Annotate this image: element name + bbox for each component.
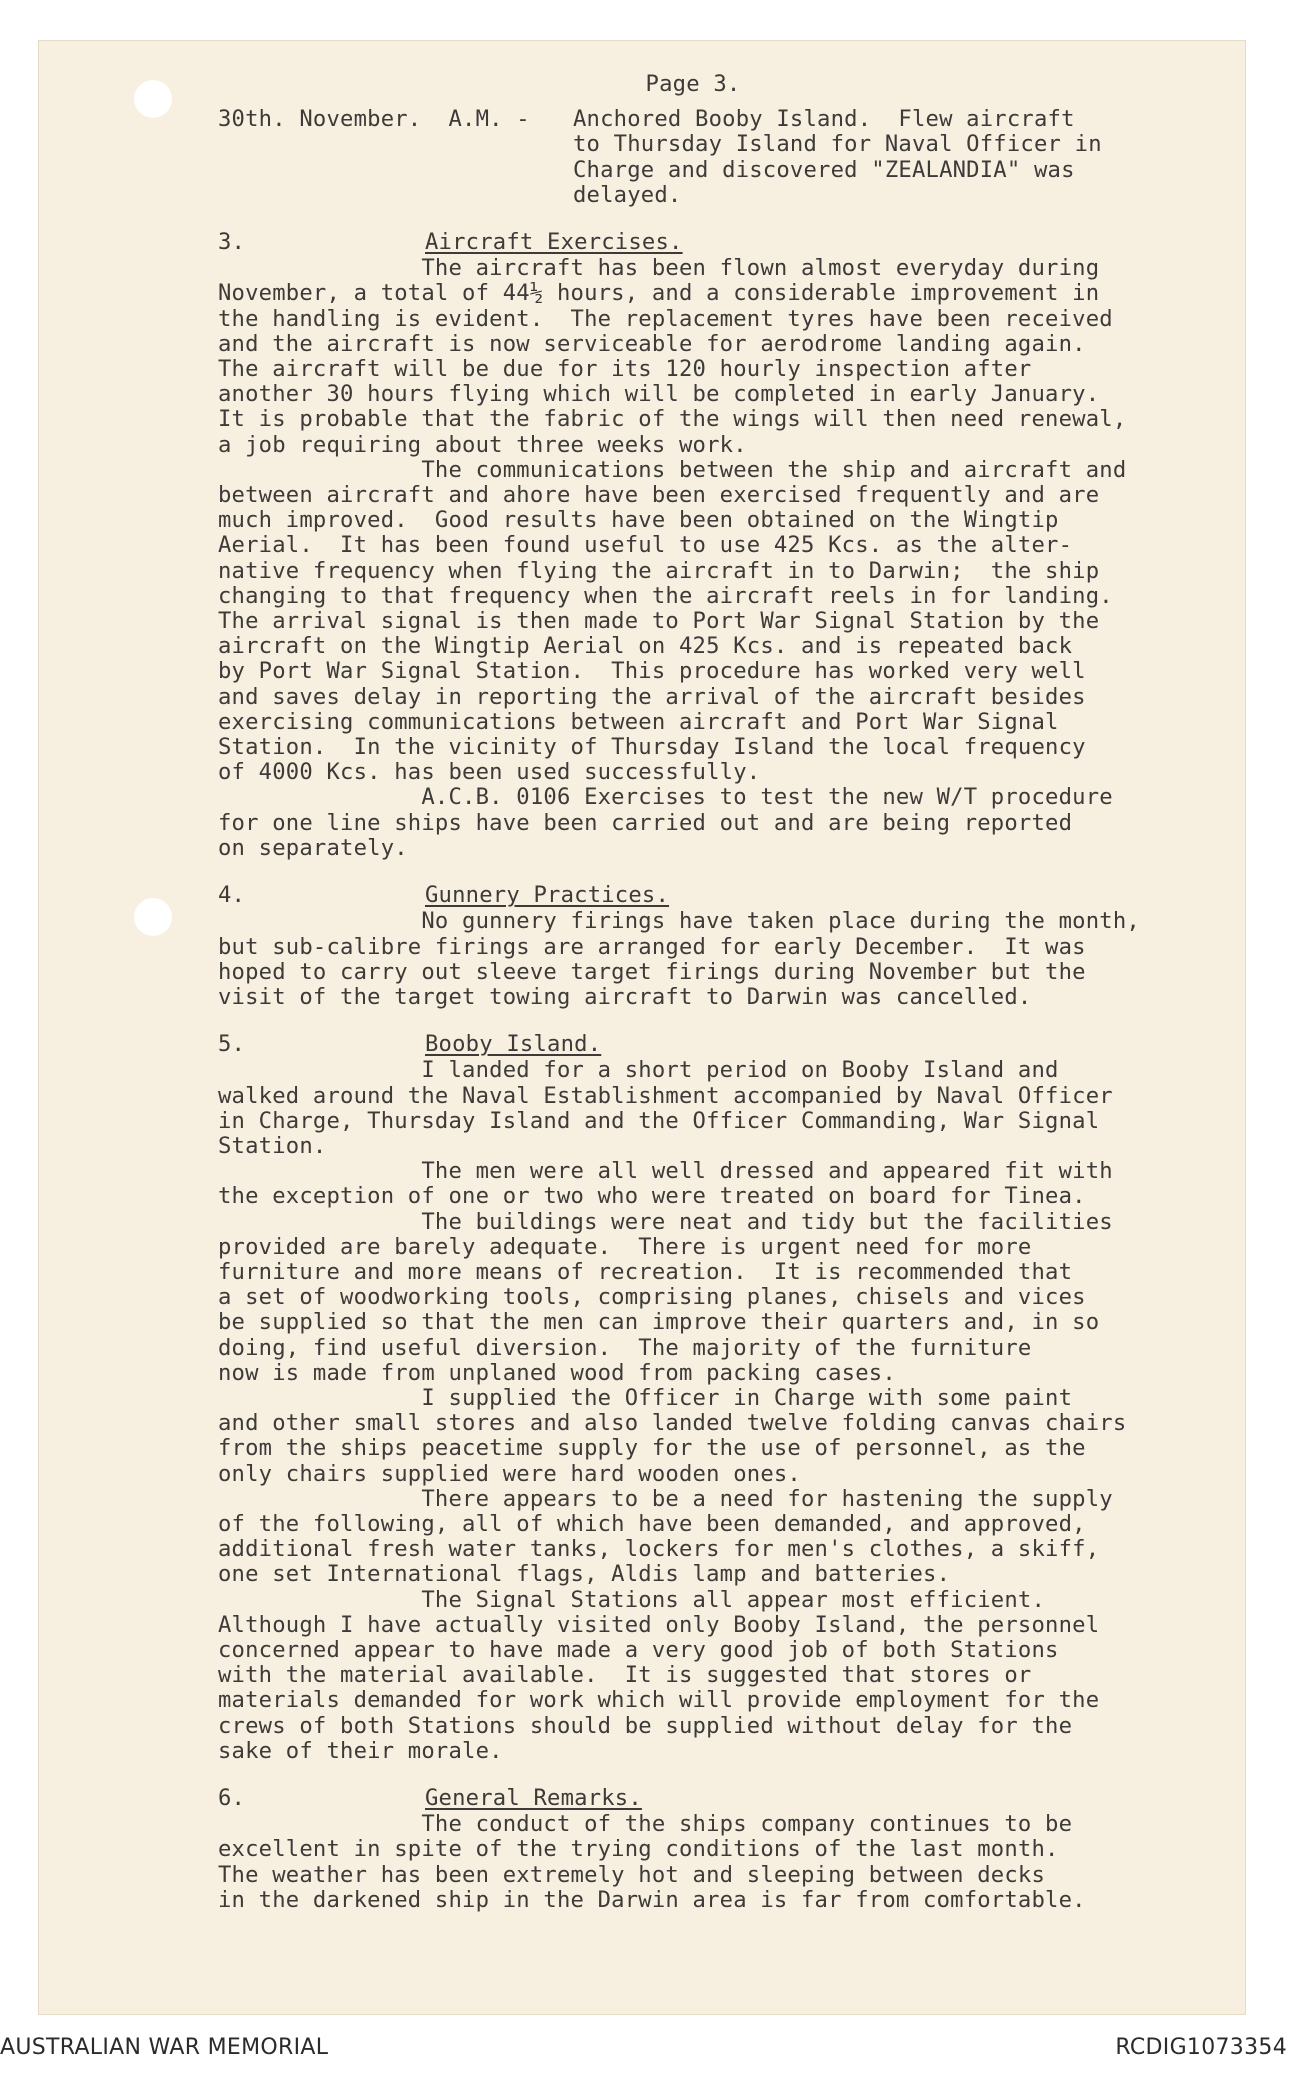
text-line: the handling is evident. The replacement tyres have been received xyxy=(218,305,1113,332)
text-line: another 30 hours flying which will be completed in early January. xyxy=(218,381,1100,408)
paragraph xyxy=(218,256,1238,458)
report-section xyxy=(218,1032,1238,1764)
text-line: I supplied the Officer in Charge with some paint xyxy=(218,1384,1073,1411)
text-line: excellent in spite of the trying conditions of the last month. xyxy=(218,1836,1059,1863)
text-line: only chairs supplied were hard wooden ones. xyxy=(218,1460,801,1487)
paragraph xyxy=(218,785,1238,861)
paragraph xyxy=(218,1210,1238,1386)
text-line: November, a total of 44½ hours, and a considerable improvement in xyxy=(218,280,1100,307)
text-line: a set of woodworking tools, comprising planes, chisels and vices xyxy=(218,1284,1086,1311)
paragraph xyxy=(218,1386,1238,1487)
text-line: and the aircraft is now serviceable for aerodrome landing again. xyxy=(218,330,1086,357)
paragraph xyxy=(218,1588,1238,1764)
text-line: The conduct of the ships company continues to be xyxy=(218,1811,1073,1838)
report-section xyxy=(218,883,1238,1010)
text-line: The arrival signal is then made to Port War Signal Station by the xyxy=(218,608,1100,635)
text-line: with the material available. It is suggested that stores or xyxy=(218,1662,1032,1689)
text-line: now is made from unplaned wood from packing cases. xyxy=(218,1359,896,1386)
punch-hole xyxy=(134,898,172,936)
text-line: changing to that frequency when the aircraft reels in for landing. xyxy=(218,582,1113,609)
text-line: The men were all well dressed and appeared fit with xyxy=(218,1158,1113,1185)
text-line: on separately. xyxy=(218,834,408,861)
text-line: native frequency when flying the aircraft in to Darwin; the ship xyxy=(218,557,1100,584)
text-line: A.C.B. 0106 Exercises to test the new W/T procedure xyxy=(218,784,1113,811)
text-line: of 4000 Kcs. has been used successfully. xyxy=(218,759,761,786)
text-line: Aerial. It has been found useful to use 425 Kcs. as the alter- xyxy=(218,532,1073,559)
diary-entry xyxy=(218,107,1238,208)
text-line: much improved. Good results have been obtained on the Wingtip xyxy=(218,507,1059,534)
text-line: walked around the Naval Establishment accompanied by Naval Officer xyxy=(218,1082,1113,1109)
text-line: in Charge, Thursday Island and the Officer Commanding, War Signal xyxy=(218,1107,1100,1134)
typed-text xyxy=(218,72,1238,1913)
text-line: concerned appear to have made a very good job of both Stations xyxy=(218,1636,1059,1663)
section-title: Gunnery Practices. xyxy=(425,882,670,909)
text-line: exercising communications between aircraft and Port War Signal xyxy=(218,708,1059,735)
text-line: but sub-calibre firings are arranged for early December. It was xyxy=(218,933,1086,960)
text-line: and other small stores and also landed twelve folding canvas chairs xyxy=(218,1410,1127,1437)
archive-reference: RCDIG1073354 xyxy=(1115,2035,1287,2060)
section-number: 3. xyxy=(218,229,246,256)
text-line: between aircraft and ahore have been exercised frequently and are xyxy=(218,482,1100,509)
text-line: by Port War Signal Station. This procedure has worked very well xyxy=(218,658,1086,685)
page-heading: Page 3. xyxy=(645,71,741,97)
text-line: for one line ships have been carried out and are being reported xyxy=(218,809,1073,836)
text-line: No gunnery firings have taken place during the month, xyxy=(218,908,1140,935)
text-line: furniture and more means of recreation. It is recommended that xyxy=(218,1258,1073,1285)
section-number: 6. xyxy=(218,1785,246,1811)
section-heading xyxy=(218,1786,1238,1811)
text-line: It is probable that the fabric of the wings will then need renewal, xyxy=(218,406,1127,433)
section-number: 5. xyxy=(218,1031,246,1058)
entry-line: to Thursday Island for Naval Officer in xyxy=(573,131,1102,158)
text-line: visit of the target towing aircraft to Darwin was cancelled. xyxy=(218,983,1032,1010)
text-line: additional fresh water tanks, lockers for men's clothes, a skiff, xyxy=(218,1536,1100,1563)
section-heading xyxy=(218,883,1238,908)
entry-line: Charge and discovered "ZEALANDIA" was xyxy=(573,156,1075,183)
section-title: General Remarks. xyxy=(425,1785,642,1811)
entry-line: delayed. xyxy=(573,181,682,208)
text-line: The communications between the ship and aircraft and xyxy=(218,456,1127,483)
paragraph xyxy=(218,1812,1238,1913)
text-line: The weather has been extremely hot and sleeping between decks xyxy=(218,1861,1046,1888)
paragraph xyxy=(218,1058,1238,1159)
section-heading xyxy=(218,230,1238,255)
text-line: be supplied so that the men can improve their quarters and, in so xyxy=(218,1309,1100,1336)
paragraph xyxy=(218,458,1238,786)
text-line: The buildings were neat and tidy but the facilities xyxy=(218,1208,1113,1235)
section-number: 4. xyxy=(218,882,246,909)
report-section xyxy=(218,230,1238,861)
text-line: provided are barely adequate. There is urgent need for more xyxy=(218,1233,1032,1260)
text-line: sake of their morale. xyxy=(218,1737,503,1764)
entry-date: 30th. November. A.M. - xyxy=(218,106,530,133)
text-line: a job requiring about three weeks work. xyxy=(218,431,747,458)
text-line: one set International flags, Aldis lamp and batteries. xyxy=(218,1561,951,1588)
text-line: materials demanded for work which will provide employment for the xyxy=(218,1687,1100,1714)
text-line: The aircraft has been flown almost everyday during xyxy=(218,255,1100,282)
text-line: Station. In the vicinity of Thursday Island the local frequency xyxy=(218,734,1086,761)
text-line: the exception of one or two who were treated on board for Tinea. xyxy=(218,1183,1086,1210)
report-sections xyxy=(218,230,1238,1913)
text-line: in the darkened ship in the Darwin area is far from comfortable. xyxy=(218,1886,1086,1913)
text-line: aircraft on the Wingtip Aerial on 425 Kcs. and is repeated back xyxy=(218,633,1073,660)
text-line: The aircraft will be due for its 120 hourly inspection after xyxy=(218,356,1032,383)
text-line: crews of both Stations should be supplied without delay for the xyxy=(218,1712,1073,1739)
paragraph xyxy=(218,909,1238,1010)
report-section xyxy=(218,1786,1238,1913)
text-line: from the ships peacetime supply for the use of personnel, as the xyxy=(218,1435,1086,1462)
section-heading xyxy=(218,1032,1238,1057)
section-title: Booby Island. xyxy=(425,1031,602,1058)
text-line: doing, find useful diversion. The majority of the furniture xyxy=(218,1334,1032,1361)
paragraph xyxy=(218,1487,1238,1588)
text-line: of the following, all of which have been demanded, and approved, xyxy=(218,1510,1086,1537)
text-line: Although I have actually visited only Booby Island, the personnel xyxy=(218,1611,1100,1638)
text-line: I landed for a short period on Booby Island and xyxy=(218,1057,1059,1084)
text-line: There appears to be a need for hastening the supply xyxy=(218,1485,1113,1512)
text-line: The Signal Stations all appear most efficient. xyxy=(218,1586,1046,1613)
text-line: Station. xyxy=(218,1132,327,1159)
paragraph xyxy=(218,1159,1238,1209)
section-title: Aircraft Exercises. xyxy=(425,229,683,256)
entry-line: Anchored Booby Island. Flew aircraft xyxy=(573,106,1075,133)
text-line: hoped to carry out sleeve target firings during November but the xyxy=(218,958,1086,985)
punch-hole xyxy=(134,80,172,118)
entry-text xyxy=(573,107,1102,208)
text-line: and saves delay in reporting the arrival of the aircraft besides xyxy=(218,683,1086,710)
archive-credit: AUSTRALIAN WAR MEMORIAL xyxy=(0,2035,329,2060)
